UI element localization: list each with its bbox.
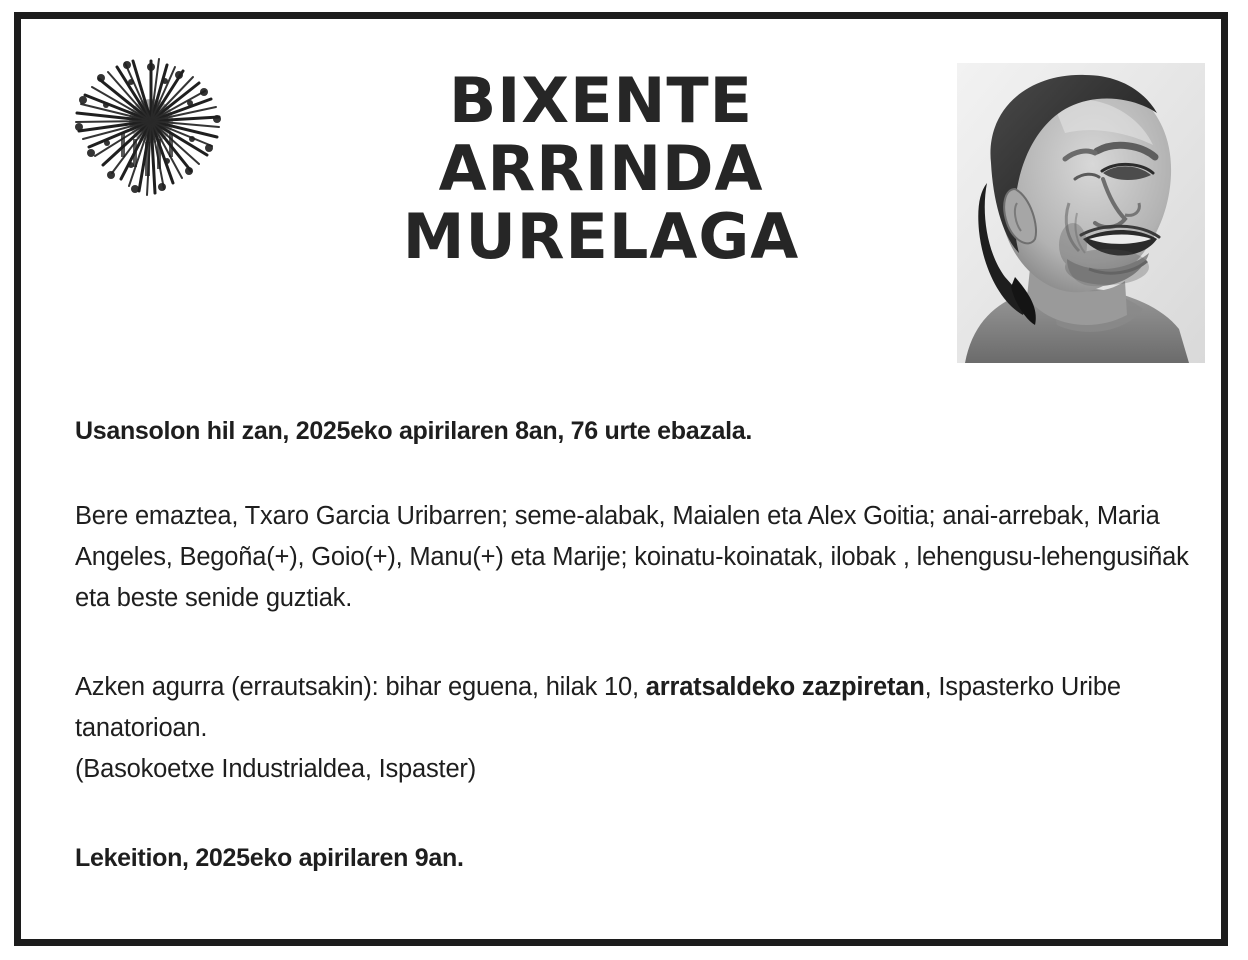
notice-frame (14, 12, 1228, 946)
funeral-paragraph (75, 667, 1193, 749)
eguzkilore-emblem-icon (59, 47, 239, 202)
venue-line: (Basokoetxe Industrialdea, Ispaster) (75, 755, 477, 783)
deceased-name (251, 64, 951, 273)
name-line-2: ARRINDA (438, 132, 764, 205)
family-paragraph: Bere emaztea, Txaro Garcia Uribarren; seme-alabak, Maialen eta Alex Goitia; anai-arrebak, Maria Angeles, Begoña(+), Goio(+), Manu(+) eta Marije; koinatu-koinatak, ilobak , lehengusu-lehengusiñak eta beste senide guztiak. (75, 502, 1189, 612)
notice-body (75, 411, 1193, 879)
name-line-3: MURELAGA (402, 200, 800, 273)
notice-header (21, 19, 1221, 379)
funeral-text-before: Azken agurra (errautsakin): bihar eguena, hilak 10, (75, 673, 646, 701)
funeral-text-after: , Ispasterko Uribe tanatorioan. (75, 673, 1121, 742)
name-line-1: BIXENTE (448, 64, 753, 137)
portrait-photo (957, 63, 1205, 363)
death-line: Usansolon hil zan, 2025eko apirilaren 8an, 76 urte ebazala. (75, 417, 753, 445)
funeral-time-bold: arratsaldeko zazpiretan (645, 673, 925, 701)
signature-line: Lekeition, 2025eko apirilaren 9an. (75, 844, 464, 872)
